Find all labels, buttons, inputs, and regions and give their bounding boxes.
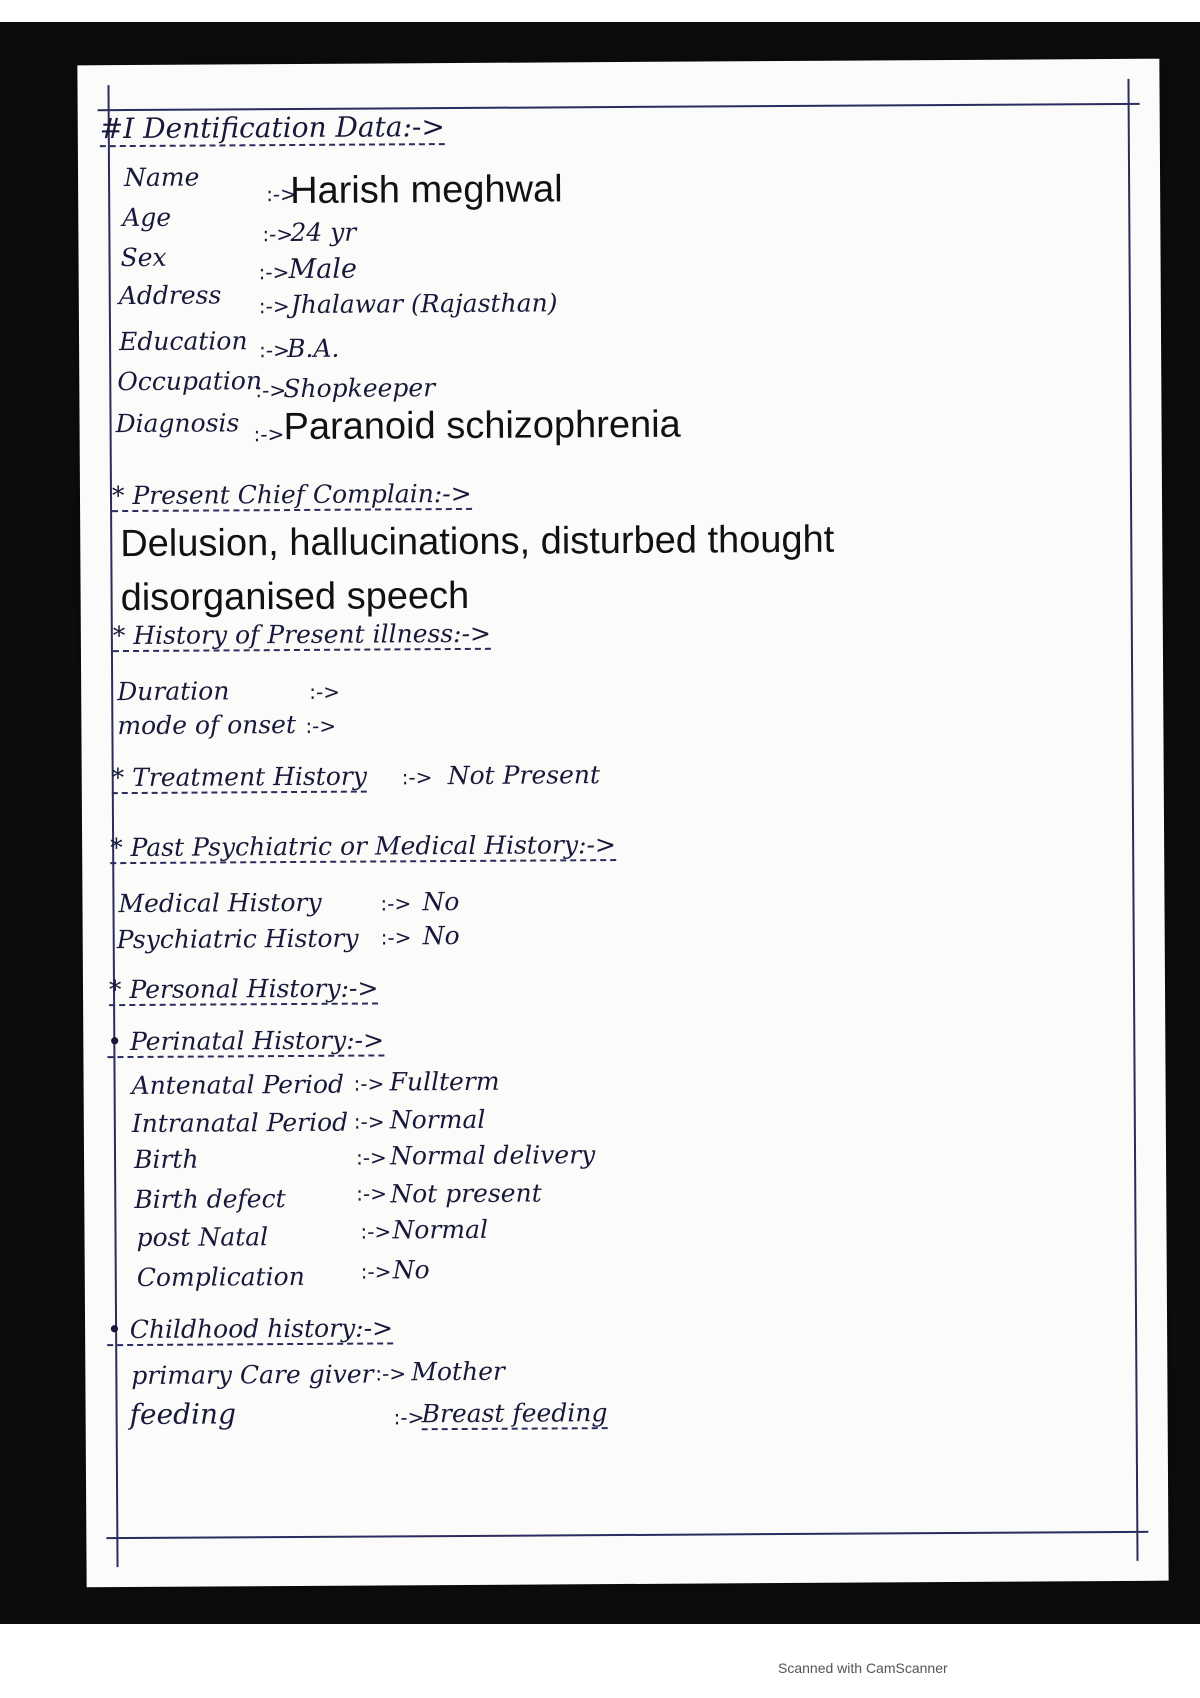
sex-separator: :->: [258, 260, 290, 285]
intranatal-value: Normal: [389, 1104, 486, 1135]
scanner-watermark: Scanned with CamScanner: [778, 1660, 948, 1676]
post-natal-label: post Natal: [136, 1222, 269, 1252]
perinatal-history-heading: • Perinatal History:->: [107, 1025, 385, 1057]
birth-defect-label: Birth defect: [134, 1184, 286, 1214]
age-value: 24 yr: [290, 217, 357, 248]
age-separator: :->: [262, 222, 294, 247]
childhood-history-heading: • Childhood history:->: [106, 1313, 394, 1345]
treatment-separator: :->: [401, 765, 433, 790]
duration-separator: :->: [309, 679, 340, 704]
education-label: Education: [118, 326, 248, 357]
complication-separator: :->: [360, 1259, 392, 1284]
occupation-separator: :->: [255, 378, 287, 403]
name-value: Harish meghwal: [290, 168, 563, 213]
antenatal-label: Antenatal Period: [131, 1069, 345, 1101]
feeding-separator: :->: [393, 1405, 425, 1430]
birth-defect-value: Not present: [390, 1178, 542, 1209]
chief-complaint-line-1: Delusion, hallucinations, disturbed thought: [120, 518, 835, 566]
primary-care-giver-separator: :->: [375, 1361, 407, 1386]
feeding-value: Breast feeding: [421, 1398, 608, 1429]
chief-complaint-heading: * Present Chief Complain:->: [111, 478, 472, 511]
psychiatric-history-label: Psychiatric History: [116, 923, 359, 955]
age-label: Age: [122, 202, 172, 233]
address-separator: :->: [258, 294, 290, 319]
intranatal-label: Intranatal Period: [131, 1107, 349, 1139]
treatment-history-heading: * Treatment History: [111, 761, 368, 793]
antenatal-value: Fullterm: [389, 1066, 500, 1097]
psychiatric-history-separator: :->: [380, 925, 412, 950]
complication-value: No: [392, 1255, 430, 1285]
treatment-history-value: Not Present: [447, 760, 601, 791]
occupation-value: Shopkeeper: [283, 373, 436, 404]
address-label: Address: [118, 280, 222, 311]
page-margin-line-top: [98, 103, 1140, 111]
primary-care-giver-label: primary Care giver: [131, 1359, 374, 1391]
post-natal-separator: :->: [360, 1219, 392, 1244]
name-label: Name: [123, 162, 200, 193]
medical-history-separator: :->: [380, 891, 412, 916]
present-illness-heading: * History of Present illness:->: [112, 618, 492, 651]
name-separator: :->: [266, 181, 297, 207]
address-value: Jhalawar (Rajasthan): [290, 288, 558, 320]
past-history-heading: * Past Psychiatric or Medical History:->: [110, 830, 616, 863]
chief-complaint-line-2: disorganised speech: [120, 574, 470, 620]
complication-label: Complication: [136, 1261, 305, 1292]
diagnosis-separator: :->: [253, 422, 285, 447]
personal-history-heading: * Personal History:->: [108, 973, 379, 1005]
post-natal-value: Normal: [392, 1214, 489, 1245]
onset-label: mode of onset: [117, 709, 297, 741]
primary-care-giver-value: Mother: [411, 1356, 505, 1387]
page-margin-line-bottom: [106, 1531, 1148, 1539]
diagnosis-label: Diagnosis: [115, 408, 240, 439]
intranatal-separator: :->: [353, 1109, 385, 1134]
identification-heading: #I Dentification Data:->: [99, 110, 446, 146]
antenatal-separator: :->: [353, 1071, 385, 1096]
sex-value: Male: [288, 253, 358, 286]
page-margin-line-right: [1127, 79, 1138, 1561]
birth-value: Normal delivery: [389, 1140, 596, 1171]
medical-history-label: Medical History: [118, 887, 322, 919]
medical-history-value: No: [422, 887, 460, 917]
psychiatric-history-value: No: [422, 921, 460, 951]
notebook-page: [77, 59, 1168, 1588]
birth-label: Birth: [133, 1144, 199, 1174]
education-value: B.A.: [287, 333, 340, 364]
onset-separator: :->: [305, 713, 337, 738]
duration-label: Duration: [117, 676, 230, 707]
birth-separator: :->: [355, 1145, 387, 1170]
education-separator: :->: [259, 338, 290, 363]
sex-label: Sex: [120, 242, 167, 273]
diagnosis-value: Paranoid schizophrenia: [283, 403, 681, 449]
birth-defect-separator: :->: [356, 1181, 388, 1206]
feeding-label: feeding: [129, 1397, 237, 1432]
occupation-label: Occupation: [117, 366, 263, 397]
